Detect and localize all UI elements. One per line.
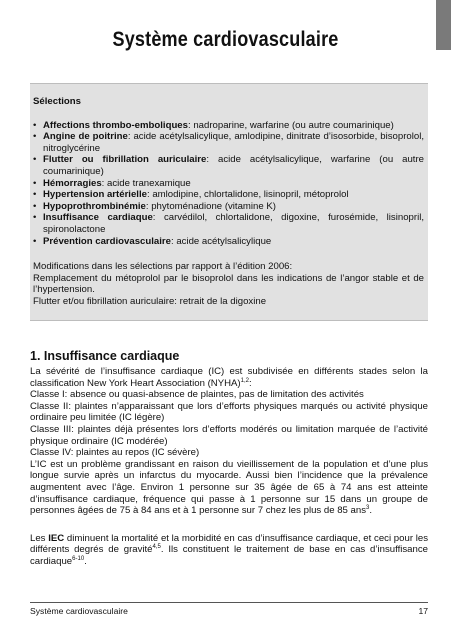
selection-term: Hémorragies xyxy=(43,177,102,189)
nyha-class-3: Classe III: plaintes déjà présentes lors d’efforts modérés ou limitation marquée de l’activité physique ordinaire (IC modérée) xyxy=(30,423,428,447)
nyha-class-4: Classe IV: plaintes au repos (IC sévère) xyxy=(30,447,200,459)
modifications-heading: Modifications dans les sélections par rapport à l’édition 2006: xyxy=(33,261,293,273)
selections-box xyxy=(30,83,428,321)
bullet-icon: • xyxy=(33,235,37,247)
selection-term: Affections thrombo-emboliques xyxy=(43,119,188,131)
selection-item xyxy=(33,201,424,213)
footer-page-number: 17 xyxy=(418,606,428,616)
bullet-icon: • xyxy=(33,212,37,224)
selection-item xyxy=(33,120,424,132)
selection-drugs: : acide acétylsalicylique, amlodipine, dinitrate d’isosorbide, bisoprolol, nitroglycérine xyxy=(43,131,424,154)
modifications-text-2: Flutter et/ou fibrillation auriculaire: retrait de la digoxine xyxy=(33,295,267,307)
footer-chapter-name: Système cardiovasculaire xyxy=(30,606,128,616)
bullet-icon: • xyxy=(33,119,37,131)
footer-rule xyxy=(30,602,428,603)
section-heart-failure xyxy=(30,349,428,568)
selection-term: Insuffisance cardiaque xyxy=(43,212,153,224)
selection-term: Flutter ou fibrillation auriculaire xyxy=(43,154,207,166)
nyha-class-1: Classe I: absence ou quasi-absence de plaintes, pas de limitation des activités xyxy=(30,389,364,401)
paragraph-iec: Les IEC diminuent la mortalité et la morbidité en cas d’insuffisance cardiaque, et ceci pour les différents degrés de gravité$^{4,5}$. Ils constituent le traitement de base en cas d’insuffisance cardiaque$^{6-10}$. xyxy=(30,532,428,567)
selection-term: Hypoprothrombinémie xyxy=(43,200,146,212)
bullet-icon: • xyxy=(33,177,37,189)
selection-term: Angine de poitrine xyxy=(43,131,128,143)
selection-drugs: : amlodipine, chlortalidone, lisinopril, métoprolol xyxy=(146,189,349,201)
selection-item xyxy=(33,212,424,235)
selections-heading: Sélections xyxy=(33,96,81,107)
selection-item xyxy=(33,131,424,154)
modifications-block xyxy=(33,261,424,307)
selection-item xyxy=(33,178,424,190)
bullet-icon: • xyxy=(33,200,37,212)
selection-drugs: : acide acétylsalicylique xyxy=(170,235,272,247)
paragraph-epidemiology: L’IC est un problème grandissant en raison du vieillissement de la population et d’une plus longue survie après un infarctus du myocarde. Aussi bien l’incidence que la prévalence augmentent avec l’âge. Environ 1 personne sur 35 âgée de 65 à 74 ans est atteinte d’insuffisance cardiaque, fréquence qui passe à 1 personne sur 15 dans un groupe de personnes âgées de 75 à 84 ans et à 1 personne sur 7 chez les plus de 85 ans$^3$. xyxy=(30,458,428,517)
bullet-icon: • xyxy=(33,154,37,166)
bullet-icon: • xyxy=(33,131,37,143)
section-heading: 1. Insuffisance cardiaque xyxy=(30,349,180,363)
chapter-tab-marker xyxy=(436,0,451,50)
selection-item xyxy=(33,154,424,177)
selection-drugs: : carvédilol, chlortalidone, digoxine, furosémide, lisinopril, spironolactone xyxy=(43,212,424,235)
selections-list xyxy=(33,120,424,248)
selection-term: Hypertension artérielle xyxy=(43,189,147,201)
selection-item xyxy=(33,236,424,248)
selection-drugs: : nadroparine, warfarine (ou autre coumarinique) xyxy=(187,119,394,131)
page-title: Système cardiovasculaire xyxy=(112,28,339,51)
selection-drugs: : acide acétylsalicylique, warfarine (ou autre coumarinique) xyxy=(43,154,424,177)
selection-term: Prévention cardiovasculaire xyxy=(43,235,171,247)
selection-drugs: : acide tranexamique xyxy=(101,177,191,189)
paragraph-nyha: La sévérité de l’insuffisance cardiaque (IC) est subdivisée en différents stades selon la classification New York Heart Association (NYHA)$^{1,2}$: xyxy=(30,366,428,389)
modifications-text: Remplacement du métoprolol par le bisoprolol dans les indications de l’angor stable et de l’hypertension. xyxy=(33,272,424,296)
nyha-class-2: Classe II: plaintes n’apparaissant que lors d’efforts physiques marqués ou activité physique ordinaire peu limitée (IC légère) xyxy=(30,400,428,424)
selection-item xyxy=(33,189,424,201)
bullet-icon: • xyxy=(33,189,37,201)
selection-drugs: : phytoménadione (vitamine K) xyxy=(145,200,276,212)
